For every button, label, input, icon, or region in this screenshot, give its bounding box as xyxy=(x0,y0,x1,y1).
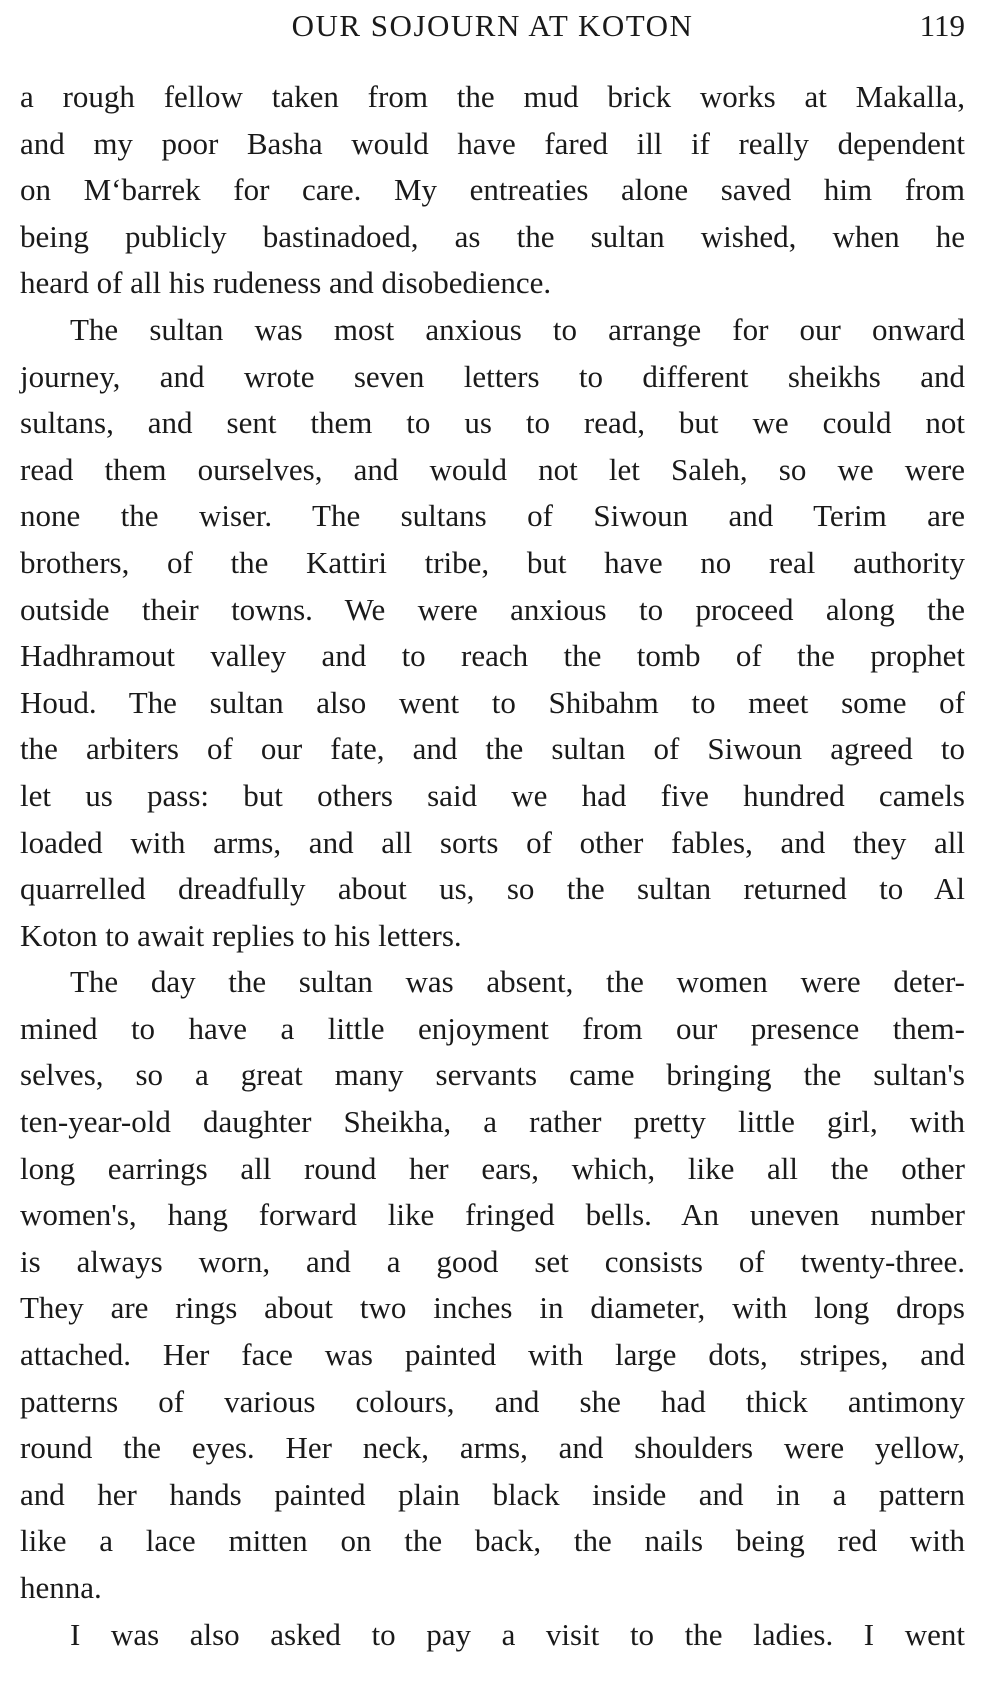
text-line: quarrelled dreadfully about us, so the sultan returned to Al xyxy=(20,871,965,907)
text-line: brothers, of the Kattiri tribe, but have no real authority xyxy=(20,544,965,580)
text-line: none the wiser. The sultans of Siwoun and Terim are xyxy=(20,498,965,534)
text-line: journey, and wrote seven letters to different sheikhs and xyxy=(20,358,965,394)
text-line: read them ourselves, and would not let Saleh, so we were xyxy=(20,451,965,487)
text-line: The day the sultan was absent, the women were deter- xyxy=(70,964,965,1000)
text-line: Koton to await replies to his letters. xyxy=(20,917,462,953)
text-line: and my poor Basha would have fared ill if really dependent xyxy=(20,125,965,161)
text-line: ten-year-old daughter Sheikha, a rather pretty little girl, with xyxy=(20,1104,965,1140)
text-line: is always worn, and a good set consists of twenty-three. xyxy=(20,1243,965,1279)
running-head xyxy=(20,6,965,46)
text-line: The sultan was most anxious to arrange for our onward xyxy=(70,311,965,347)
text-line: They are rings about two inches in diameter, with long drops xyxy=(20,1290,965,1326)
text-line: I was also asked to pay a visit to the ladies. I went xyxy=(70,1616,965,1652)
text-line: loaded with arms, and all sorts of other fables, and they all xyxy=(20,824,965,860)
text-line: heard of all his rudeness and disobedience. xyxy=(20,265,552,301)
text-line: like a lace mitten on the back, the nails being red with xyxy=(20,1523,965,1559)
text-line: selves, so a great many servants came bringing the sultan's xyxy=(20,1057,965,1093)
text-line: and her hands painted plain black inside and in a pattern xyxy=(20,1476,965,1512)
text-line: let us pass: but others said we had five hundred camels xyxy=(20,777,965,813)
text-line: Houd. The sultan also went to Shibahm to meet some of xyxy=(20,684,965,720)
page-number: 119 xyxy=(919,8,965,43)
text-line: on M‘barrek for care. My entreaties alone saved him from xyxy=(20,172,965,208)
text-line: patterns of various colours, and she had thick antimony xyxy=(20,1383,965,1419)
running-title: OUR SOJOURN AT KOTON xyxy=(291,8,694,43)
text-line: a rough fellow taken from the mud brick works at Makalla, xyxy=(20,79,965,114)
text-line: Hadhramout valley and to reach the tomb of the prophet xyxy=(20,638,965,674)
text-line: long earrings all round her ears, which, like all the other xyxy=(20,1150,965,1186)
text-line: the arbiters of our fate, and the sultan of Siwoun agreed to xyxy=(20,731,965,767)
text-line: mined to have a little enjoyment from our presence them- xyxy=(20,1010,965,1046)
text-line: women's, hang forward like fringed bells. An uneven number xyxy=(20,1197,965,1233)
body-text xyxy=(20,74,965,1658)
text-line: attached. Her face was painted with large dots, stripes, and xyxy=(20,1337,965,1373)
text-line: outside their towns. We were anxious to proceed along the xyxy=(20,591,965,627)
text-line: sultans, and sent them to us to read, but we could not xyxy=(20,405,965,441)
text-line: round the eyes. Her neck, arms, and shoulders were yellow, xyxy=(20,1430,965,1466)
text-line: henna. xyxy=(20,1570,102,1605)
text-line: being publicly bastinadoed, as the sultan wished, when he xyxy=(20,218,965,254)
